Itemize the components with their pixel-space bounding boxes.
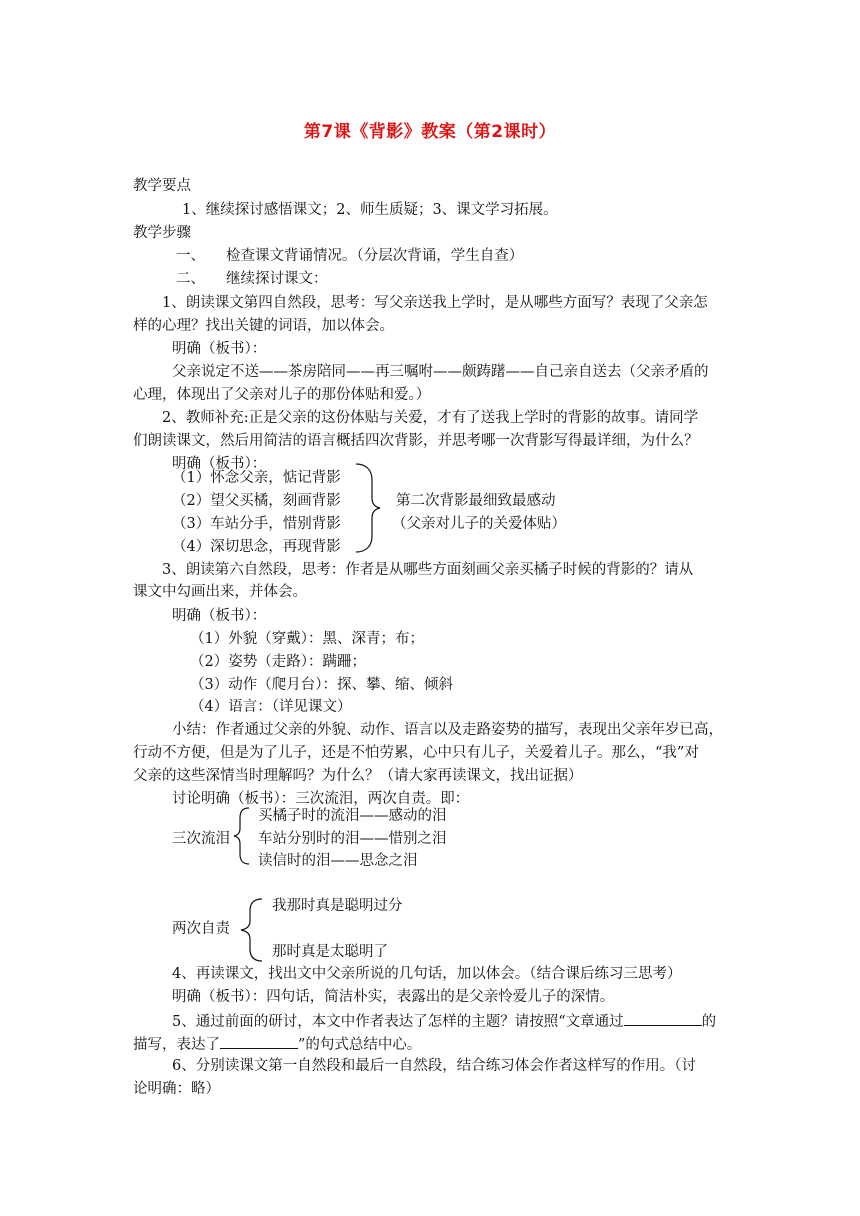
steps-heading: 教学步骤 <box>133 225 191 241</box>
q1-line-2: 样的心理？找出关键的词语，加以体会。 <box>133 318 394 334</box>
q5-blank-1 <box>624 1011 702 1026</box>
step2-text: 继续探讨课文： <box>226 271 328 287</box>
tears-label: 三次流泪 <box>172 831 230 847</box>
points-heading: 教学要点 <box>133 178 191 194</box>
q4-answer: 明确（板书）：四句话，简洁朴实，表露出的是父亲怜爱儿子的深情。 <box>172 989 615 1005</box>
points-text: 1、继续探讨感悟课文；2、师生质疑；3、课文学习拓展。 <box>182 202 558 218</box>
q3-item-4: （4）语言：（详见课文） <box>190 699 352 715</box>
q2-line-1: 2、教师补充:正是父亲的这份体贴与关爱，才有了送我上学时的背影的故事。请同学 <box>162 410 699 426</box>
q5-line-2-end: ”的句式总结中心。 <box>298 1037 422 1053</box>
step2-number: 二、 <box>176 271 205 287</box>
q2-item-2: （2）望父买橘，刻画背影 <box>172 493 341 509</box>
q3-line-2: 课文中勾画出来，并体会。 <box>133 584 307 600</box>
summary-line-2: 行动不方便，但是为了儿子，还是不怕劳累，心中只有儿子，关爱着儿子。那么，“我”对 <box>133 745 699 761</box>
q1-answer-line-1: 父亲说定不送——茶房陪同——再三嘱咐——颇踌躇——自己亲自送去（父亲矛盾的 <box>172 364 709 380</box>
q2-brace <box>352 462 382 554</box>
q2-conclusion-note: （父亲对儿子的关爱体贴） <box>392 516 566 532</box>
q2-item-1: （1）怀念父亲，惦记背影 <box>172 470 341 486</box>
q5-blank-2 <box>220 1034 298 1049</box>
q6-line-1: 6、分别读课文第一自然段和最后一自然段，结合练习体会作者这样写的作用。（讨 <box>172 1058 696 1074</box>
q5-line-2 <box>133 1034 421 1054</box>
page-title: 第7课《背影》教案（第2课时） <box>303 122 557 142</box>
tears-item-3: 读信时的泪——思念之泪 <box>258 853 418 869</box>
q2-conclusion: 第二次背影最细致最感动 <box>396 493 556 509</box>
q4-line: 4、再读课文，找出文中父亲所说的几句话，加以体会。（结合课后练习三思考） <box>172 966 682 982</box>
q5-line-2-text: 描写，表达了 <box>133 1037 220 1053</box>
q2-answer-label: 明确（板书）： <box>172 456 267 472</box>
blame-item-1: 我那时真是聪明过分 <box>272 898 403 914</box>
q1-answer-label: 明确（板书）： <box>172 341 267 357</box>
summary-line-1: 小结：作者通过父亲的外貌、动作、语言以及走路姿势的描写，表现出父亲年岁已高， <box>172 722 723 738</box>
q3-item-3: （3）动作（爬月台）：探、攀、缩、倾斜 <box>190 677 453 693</box>
q3-item-2: （2）姿势（走路）：蹒跚； <box>190 654 366 670</box>
q6-line-2: 论明确：略） <box>133 1081 220 1097</box>
blame-label: 两次自责 <box>172 921 230 937</box>
q2-line-2: 们朗读课文，然后用简洁的语言概括四次背影，并思考哪一次背影写得最详细，为什么？ <box>133 433 699 449</box>
q2-item-4: （4）深切思念，再现背影 <box>172 539 341 555</box>
discussion-label: 讨论明确（板书）：三次流泪，两次自责。即： <box>172 791 470 807</box>
tears-item-1: 买橘子时的流泪——感动的泪 <box>258 808 447 824</box>
q1-line-1: 1、朗读课文第四自然段，思考：写父亲送我上学时，是从哪些方面写？表现了父亲怎 <box>162 295 708 311</box>
q5-line-1-end: 的 <box>701 1014 717 1030</box>
step1-text: 检查课文背诵情况。（分层次背诵，学生自查） <box>226 248 524 264</box>
blame-brace <box>238 897 266 963</box>
tears-item-2: 车站分别时的泪——惜别之泪 <box>258 831 447 847</box>
q3-answer-label: 明确（板书）： <box>172 608 267 624</box>
q3-line-1: 3、朗读第六自然段，思考：作者是从哪些方面刻画父亲买橘子时候的背影的？请从 <box>162 562 694 578</box>
tears-brace <box>232 806 252 866</box>
summary-line-3: 父亲的这些深情当时理解吗？为什么？（请大家再读课文，找出证据） <box>133 768 583 784</box>
q1-answer-line-2: 心理，体现出了父亲对儿子的那份体贴和爱。） <box>133 387 431 403</box>
q5-line-1 <box>172 1011 716 1031</box>
q5-line-1-text: 5、通过前面的研讨，本文中作者表达了怎样的主题？请按照“文章通过 <box>172 1014 624 1030</box>
q2-item-3: （3）车站分手，惜别背影 <box>172 516 341 532</box>
blame-item-2: 那时真是太聪明了 <box>272 944 388 960</box>
q3-item-1: （1）外貌（穿戴）：黑、深青；布； <box>190 631 424 647</box>
step1-number: 一、 <box>176 248 205 264</box>
